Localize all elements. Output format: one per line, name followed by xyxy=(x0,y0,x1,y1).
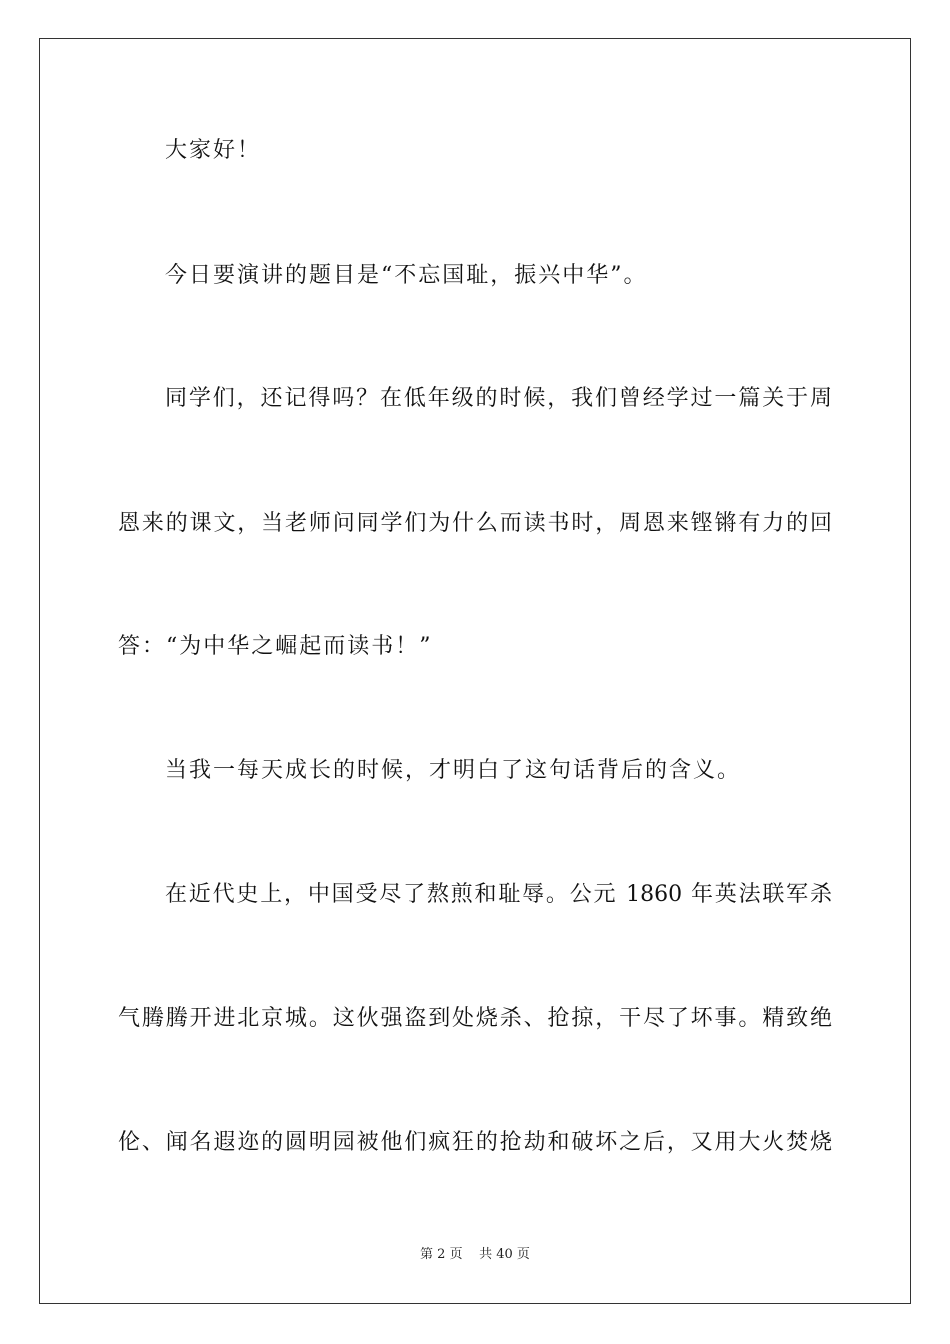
paragraph-line: 气腾腾开进北京城。这伙强盗到处烧杀、抢掠，干尽了坏事。精致绝 xyxy=(118,1006,832,1031)
paragraph-line: 答：“为中华之崛起而读书！” xyxy=(118,634,433,659)
page-footer xyxy=(0,1246,950,1264)
page-border xyxy=(39,38,911,1304)
paragraph-line: 同学们，还记得吗？在低年级的时候，我们曾经学过一篇关于周 xyxy=(165,386,832,411)
paragraph-line: 在近代史上，中国受尽了熬煎和耻辱。公元 1860 年英法联军杀 xyxy=(165,882,832,907)
paragraph-line: 恩来的课文，当老师问同学们为什么而读书时，周恩来铿锵有力的回 xyxy=(118,511,832,536)
page-total: 共 40 页 xyxy=(479,1247,530,1262)
paragraph-topic: 今日要演讲的题目是“不忘国耻，振兴中华”。 xyxy=(165,263,648,288)
paragraph-line: 当我一每天成长的时候，才明白了这句话背后的含义。 xyxy=(165,758,742,783)
page-number: 第 2 页 xyxy=(420,1247,463,1262)
paragraph-line: 伦、闻名遐迩的圆明园被他们疯狂的抢劫和破坏之后，又用大火焚烧 xyxy=(118,1130,832,1155)
paragraph-greeting: 大家好！ xyxy=(165,138,262,163)
